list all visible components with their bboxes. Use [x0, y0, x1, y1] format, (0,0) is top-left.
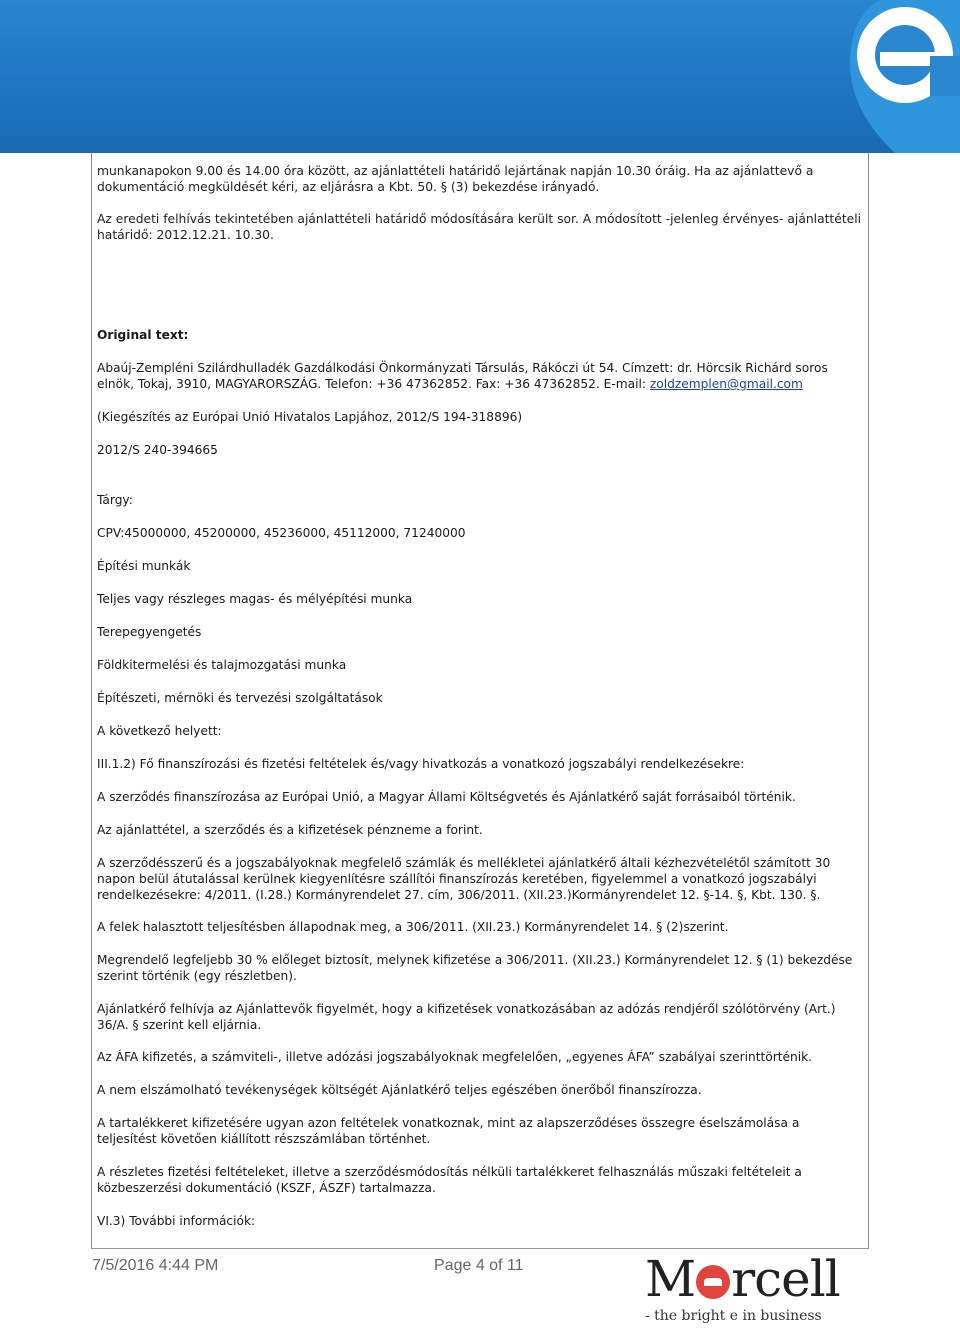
payment-paragraph: Megrendelő legfeljebb 30 % előleget biztosít, melynek kifizetése a 306/2011. (XII.23.) Kormányrendelet 12. § (1) bekezdése szerint történik (egy részletben).: [97, 953, 853, 983]
contact-paragraph: [97, 360, 862, 392]
instead-of-label: A következő helyett:: [97, 724, 222, 738]
payment-paragraph: A részletes fizetési feltételeket, illetve a szerződésmódosítás nélküli tartalékkeret felhasználás műszaki feltételeit a közbeszerzési dokumentáció (KSZF, ÁSZF) tartalmazza.: [97, 1165, 802, 1195]
payment-paragraph: Ajánlatkérő felhívja az Ajánlattevők figyelmét, hogy a kifizetések vonatkozásában az adózás rendjéről szólótörvény (Art.) 36/A. § szerint kell eljárnia.: [97, 1002, 836, 1032]
payment-paragraph: Az ajánlattétel, a szerződés és a kifizetések pénzneme a forint.: [97, 823, 483, 837]
email-link[interactable]: zoldzemplen@gmail.com: [649, 377, 803, 391]
footer-datetime: 7/5/2016 4:44 PM: [92, 1257, 219, 1274]
e-logo-icon: [800, 0, 960, 153]
page-frame-left: [91, 153, 92, 1248]
payment-paragraph: A szerződés finanszírozása az Európai Unió, a Magyar Állami Költségvetés és Ajánlatkérő saját forrásaiból történik.: [97, 790, 796, 804]
payment-paragraph: Az ÁFA kifizetés, a számviteli-, illetve adózási jogszabályoknak megfelelően, „egyenes ÁFA” szabályai szerinttörténik.: [97, 1050, 813, 1064]
cpv-item: Építészeti, mérnöki és tervezési szolgáltatások: [97, 691, 383, 705]
brand-wordmark: [645, 1250, 840, 1308]
cpv-item: Terepegyengetés: [97, 625, 202, 639]
original-text-label: Original text:: [97, 328, 189, 342]
paragraph-deadline-hours: munkanapokon 9.00 és 14.00 óra között, az ajánlattételi határidő lejártának napján 10.30 óráig. Ha az ajánlattevő a dokumentáció megküldését kéri, az eljárásra a Kbt. 50. § (3) bekezdése irányadó.: [97, 164, 814, 194]
document-body: [97, 163, 862, 1243]
cpv-item: Teljes vagy részleges magas- és mélyépítési munka: [97, 592, 413, 606]
header-band: [0, 0, 960, 153]
brand-tagline: - the bright e in business: [645, 1308, 822, 1324]
payment-paragraph: A nem elszámolható tevékenységek költségét Ajánlatkérő teljes egészében önerőből finanszírozza.: [97, 1083, 702, 1097]
footer-page-number: Page 4 of 11: [434, 1257, 524, 1274]
page-frame-right: [868, 153, 869, 1248]
footer-divider: [91, 1248, 869, 1249]
cpv-item: Építési munkák: [97, 559, 191, 573]
contact-text: Abaúj-Zempléni Szilárdhulladék Gazdálkodási Önkormányzati Társulás, Rákóczi út 54. Címzett: dr. Hörcsik Richárd soros elnök, Tokaj, 3910, MAGYARORSZÁG. Telefon: +36 47362852. Fax: +36 47362852. E-mail:: [97, 361, 828, 391]
payment-paragraph: A szerződésszerű és a jogszabályoknak megfelelő számlák és mellékletei ajánlatkérő általi kézhezvételétől számított 30 napon belül átutalással kerülnek kiegyenlítésre szállítói finanszírozás keretében, figyelemmel a vonatkozó jogszabályi rendelkezésekre: 4/2011. (I.28.) Kormányrendelet 27. cím, 306/2011. (XII.23.)Kormányrendelet 12. §-14. §, Kbt. 130. §.: [97, 856, 831, 902]
cpv-codes: CPV:45000000, 45200000, 45236000, 45112000, 71240000: [97, 526, 466, 540]
paragraph-deadline-modified: Az eredeti felhívás tekintetében ajánlattételi határidő módosítására került sor. A módosított -jelenleg érvényes- ajánlattételi határidő: 2012.12.21. 10.30.: [97, 212, 862, 242]
supplement-reference: (Kiegészítés az Európai Unió Hivatalos Lapjához, 2012/S 194-318896): [97, 410, 523, 424]
cpv-item: Földkitermelési és talajmozgatási munka: [97, 658, 347, 672]
brand-e-icon: [696, 1265, 730, 1299]
payment-paragraph: A felek halasztott teljesítésben állapodnak meg, a 306/2011. (XII.23.) Kormányrendelet 14. § (2)szerint.: [97, 920, 729, 934]
subject-label: Tárgy:: [97, 493, 133, 507]
section-heading: III.1.2) Fő finanszírozási és fizetési feltételek és/vagy hivatkozás a vonatkozó jogszabályi rendelkezésekre:: [97, 757, 745, 771]
further-info-heading: VI.3) További információk:: [97, 1214, 256, 1228]
marcell-logo: [645, 1250, 867, 1329]
brand-right: rcell: [731, 1250, 840, 1308]
notice-number: 2012/S 240-394665: [97, 443, 218, 457]
payment-paragraph: A tartalékkeret kifizetésére ugyan azon feltételek vonatkoznak, mint az alapszerződéses összegre éselszámolása a teljesítést követően kiállított részszámlában történhet.: [97, 1116, 800, 1146]
brand-left: M: [645, 1250, 696, 1308]
